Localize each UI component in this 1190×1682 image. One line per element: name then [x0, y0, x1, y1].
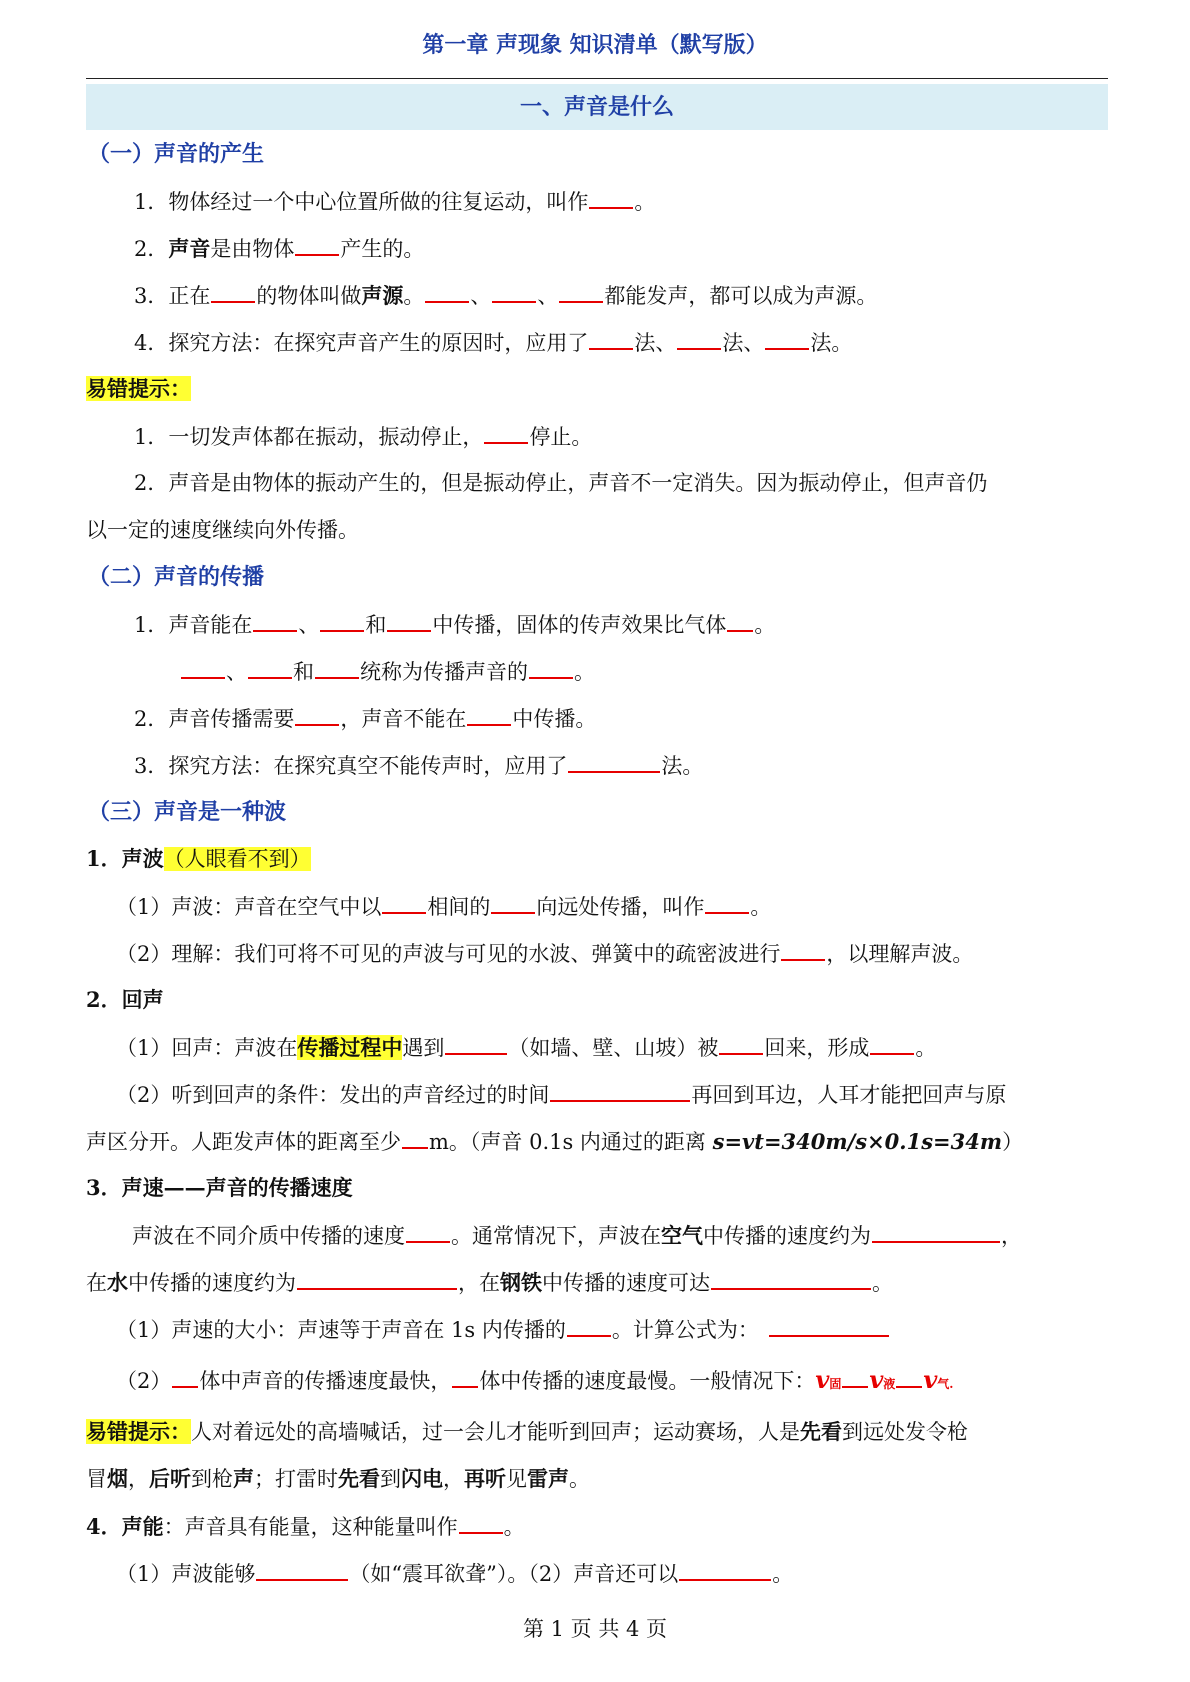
highlight-label: 易错提示： [86, 376, 191, 401]
keyword: 空气 [661, 1223, 703, 1248]
item-sound-source [134, 279, 877, 312]
fill-blank[interactable] [896, 1364, 922, 1388]
item-sound-origin [134, 232, 424, 265]
item-media-summary [180, 655, 595, 688]
fill-blank[interactable] [567, 1313, 611, 1337]
keyword: 声源 [361, 283, 404, 308]
keyword: 先看 [800, 1419, 842, 1444]
text: ；打雷时 [254, 1467, 338, 1491]
text: 人对着远处的高墙喊话，过一会儿才能听到回声；运动赛场，人是 [191, 1420, 800, 1444]
velocity-symbol: v [869, 1365, 884, 1394]
fill-blank[interactable] [459, 1510, 503, 1534]
fill-blank[interactable] [425, 279, 469, 303]
text: ，在 [458, 1271, 500, 1295]
topic-sound-wave [86, 843, 311, 875]
fill-blank[interactable] [248, 655, 292, 679]
error-tip-2 [86, 1416, 968, 1448]
tip-item-2-continued: 以一定的速度继续向外传播。 [86, 518, 359, 542]
text: 。计算公式为： [611, 1318, 759, 1342]
text: （如“震耳欲聋”）。（2）声音还可以 [349, 1562, 679, 1586]
text: 1．一切发声体都在振动，振动停止， [134, 425, 484, 449]
fill-blank[interactable] [253, 608, 297, 632]
fill-blank[interactable] [467, 702, 511, 726]
highlight-keyword: 传播过程中 [297, 1035, 403, 1060]
text: 到枪 [191, 1467, 233, 1491]
text: （1）回声：声波在 [116, 1036, 298, 1060]
text: 相间的 [427, 895, 491, 919]
text: 。 [750, 895, 772, 919]
highlight-note: （人眼看不到） [163, 847, 311, 871]
fill-blank[interactable] [677, 326, 721, 350]
text: 3．正在 [134, 284, 211, 308]
fill-blank[interactable] [445, 1031, 507, 1055]
fill-blank[interactable] [211, 279, 255, 303]
text: ， [1001, 1224, 1022, 1248]
subsection-heading-production: （一）声音的产生 [88, 141, 265, 167]
fill-blank[interactable] [406, 1219, 450, 1243]
text: 、 [226, 660, 247, 684]
fill-blank[interactable] [842, 1364, 868, 1388]
topic-sound-speed: 3．声速——声音的传播速度 [86, 1175, 353, 1200]
text: m。（声音 0.1s 内通过的距离 [429, 1130, 713, 1154]
keyword: 后听 [149, 1466, 191, 1491]
text: 、 [537, 284, 559, 308]
text: 回来，形成 [764, 1036, 870, 1060]
velocity-symbol: v [815, 1365, 830, 1394]
subscript-gas: 气 [937, 1377, 950, 1391]
text: ， [128, 1467, 149, 1491]
text: 和 [365, 613, 387, 637]
page-footer: 第 1 页 共 4 页 [522, 1617, 668, 1641]
fill-blank[interactable] [727, 608, 753, 632]
item-research-method [134, 326, 852, 359]
item-propagation-needs [134, 702, 596, 735]
text: ：声音具有能量，这种能量叫作 [163, 1515, 458, 1539]
text: 。 [403, 284, 425, 308]
text: 遇到 [402, 1036, 445, 1060]
fill-blank[interactable] [568, 749, 660, 773]
fill-blank[interactable] [870, 1031, 914, 1055]
header-rule [86, 78, 1108, 79]
highlight-label: 易错提示： [86, 1419, 191, 1444]
text: 。 [915, 1036, 937, 1060]
keyword: 雷声 [527, 1466, 569, 1491]
text: 法、 [634, 331, 677, 355]
text: （1）声速的大小：声速等于声音在 1s 内传播的 [116, 1318, 566, 1342]
fill-blank[interactable] [589, 185, 633, 209]
item-speed-media [132, 1219, 1022, 1252]
fill-blank[interactable] [559, 279, 603, 303]
text: 。 [872, 1271, 893, 1295]
keyword: 再听 [464, 1466, 506, 1491]
item-media [134, 608, 775, 641]
item-speed-formula [116, 1313, 890, 1346]
item-echo-condition [116, 1078, 1006, 1111]
fill-blank[interactable] [679, 1557, 771, 1581]
subscript-solid: 固 [829, 1377, 842, 1391]
text: 、 [298, 613, 320, 637]
fill-blank[interactable] [402, 1125, 428, 1149]
text: 到 [380, 1467, 401, 1491]
text: 向远处传播，叫作 [536, 895, 705, 919]
text: 。 [754, 613, 776, 637]
text: 。 [772, 1562, 794, 1586]
text: 。 [503, 1515, 525, 1539]
text: 。 [569, 1467, 590, 1491]
fill-blank[interactable] [382, 890, 426, 914]
fill-blank[interactable] [492, 279, 536, 303]
fill-blank[interactable] [172, 1364, 198, 1388]
topic-title: 4．声能 [86, 1514, 164, 1539]
text: 见 [506, 1467, 527, 1491]
item-vibration-definition [134, 185, 655, 218]
text: 停止。 [529, 425, 593, 449]
text: 统称为传播声音的 [360, 660, 528, 684]
document-title: 第一章 声现象 知识清单（默写版） [422, 32, 768, 58]
fill-blank[interactable] [297, 1266, 457, 1290]
fill-blank[interactable] [452, 1364, 478, 1388]
error-tip-label [86, 373, 191, 405]
text: 在 [86, 1271, 107, 1295]
text: 。 [634, 190, 656, 214]
fill-blank[interactable] [181, 655, 225, 679]
text: （1）声波：声音在空气中以 [116, 895, 382, 919]
fill-blank[interactable] [529, 655, 573, 679]
text: ） [1002, 1130, 1024, 1154]
text: 法。 [661, 754, 704, 778]
keyword: 先看 [338, 1466, 380, 1491]
tip-item-2: 2．声音是由物体的振动产生的，但是振动停止，声音不一定消失。因为振动停止，但声音仍 [134, 471, 988, 495]
fill-blank[interactable] [295, 702, 339, 726]
keyword: 声 [233, 1466, 254, 1491]
text: 声区分开。人距发声体的距离至少 [86, 1130, 401, 1154]
text: 。 [574, 660, 595, 684]
text: ，以理解声波。 [826, 942, 974, 966]
fill-blank[interactable] [387, 608, 431, 632]
item-vacuum-method [134, 749, 703, 782]
text: 到远处发令枪 [842, 1420, 968, 1444]
text: 3．探究方法：在探究真空不能传声时，应用了 [134, 754, 568, 778]
fill-blank[interactable] [872, 1219, 1000, 1243]
fill-blank[interactable] [589, 326, 633, 350]
text: 中传播，固体的传声效果比气体 [432, 613, 727, 637]
keyword: 水 [107, 1270, 128, 1295]
subsection-heading-wave: （三）声音是一种波 [88, 799, 287, 825]
text: 和 [293, 660, 314, 684]
item-energy-uses [116, 1557, 793, 1590]
topic-sound-energy [86, 1510, 525, 1543]
text: 2． [134, 237, 169, 261]
text: 法。 [810, 331, 853, 355]
text: 中传播的速度可达 [542, 1271, 710, 1295]
fill-blank[interactable] [781, 937, 825, 961]
fill-blank[interactable] [711, 1266, 871, 1290]
text: （2） [116, 1369, 172, 1393]
text: 中传播的速度约为 [703, 1224, 871, 1248]
keyword: 钢铁 [500, 1270, 542, 1295]
item-wave-definition [116, 890, 771, 923]
text: 冒 [86, 1467, 107, 1491]
text: （1）声波能够 [116, 1562, 256, 1586]
fill-blank[interactable] [484, 420, 528, 444]
keyword: 闪电 [401, 1466, 443, 1491]
text: ， [443, 1467, 464, 1491]
text: 产生的。 [340, 237, 425, 261]
text: 法、 [722, 331, 765, 355]
topic-echo: 2．回声 [86, 987, 164, 1012]
velocity-symbol: v [923, 1365, 938, 1394]
item-echo-definition [116, 1031, 936, 1064]
item-speed-media-continued [86, 1266, 893, 1299]
fill-blank[interactable] [295, 232, 339, 256]
fill-blank[interactable] [719, 1031, 763, 1055]
text: 的物体叫做 [256, 284, 362, 308]
item-echo-condition-continued [86, 1125, 1023, 1158]
section-band-title: 一、声音是什么 [86, 84, 1108, 130]
fill-blank[interactable] [550, 1078, 690, 1102]
keyword: 声音 [168, 236, 211, 261]
item-speed-comparison [116, 1364, 953, 1400]
topic-title: 1．声波 [86, 846, 164, 871]
text: （2）理解：我们可将不可见的声波与可见的水波、弹簧中的疏密波进行 [116, 942, 781, 966]
keyword: 烟 [107, 1466, 128, 1491]
text: 体中传播的速度最慢。一般情况下： [479, 1369, 816, 1393]
text: 、 [470, 284, 492, 308]
subsection-heading-propagation: （二）声音的传播 [88, 564, 265, 590]
text: 。通常情况下，声波在 [451, 1224, 661, 1248]
fill-blank[interactable] [491, 890, 535, 914]
text: （如墙、壁、山坡）被 [508, 1036, 719, 1060]
text: 再回到耳边，人耳才能把回声与原 [691, 1083, 1007, 1107]
text: ，声音不能在 [340, 707, 467, 731]
tip-item-1 [134, 420, 592, 453]
item-wave-understanding [116, 937, 973, 970]
text: 1．声音能在 [134, 613, 253, 637]
fill-blank[interactable] [705, 890, 749, 914]
fill-blank[interactable] [769, 1313, 889, 1337]
text: 1．物体经过一个中心位置所做的往复运动，叫作 [134, 190, 589, 214]
text: 声波在不同介质中传播的速度 [132, 1224, 405, 1248]
subscript-liquid: 液 [883, 1377, 896, 1391]
text: 体中声音的传播速度最快， [199, 1369, 452, 1393]
text: 中传播。 [512, 707, 597, 731]
fill-blank[interactable] [315, 655, 359, 679]
fill-blank[interactable] [320, 608, 364, 632]
text: 4．探究方法：在探究声音产生的原因时，应用了 [134, 331, 589, 355]
formula: s=vt=340m/s×0.1s=34m [712, 1129, 1003, 1154]
error-tip-2-continued [86, 1463, 590, 1495]
fill-blank[interactable] [256, 1557, 348, 1581]
text: 中传播的速度约为 [128, 1271, 296, 1295]
fill-blank[interactable] [765, 326, 809, 350]
text: 都能发声，都可以成为声源。 [604, 284, 878, 308]
text: 是由物体 [210, 237, 295, 261]
text: （2）听到回声的条件：发出的声音经过的时间 [116, 1083, 550, 1107]
text: . [949, 1377, 954, 1391]
text: 2．声音传播需要 [134, 707, 295, 731]
